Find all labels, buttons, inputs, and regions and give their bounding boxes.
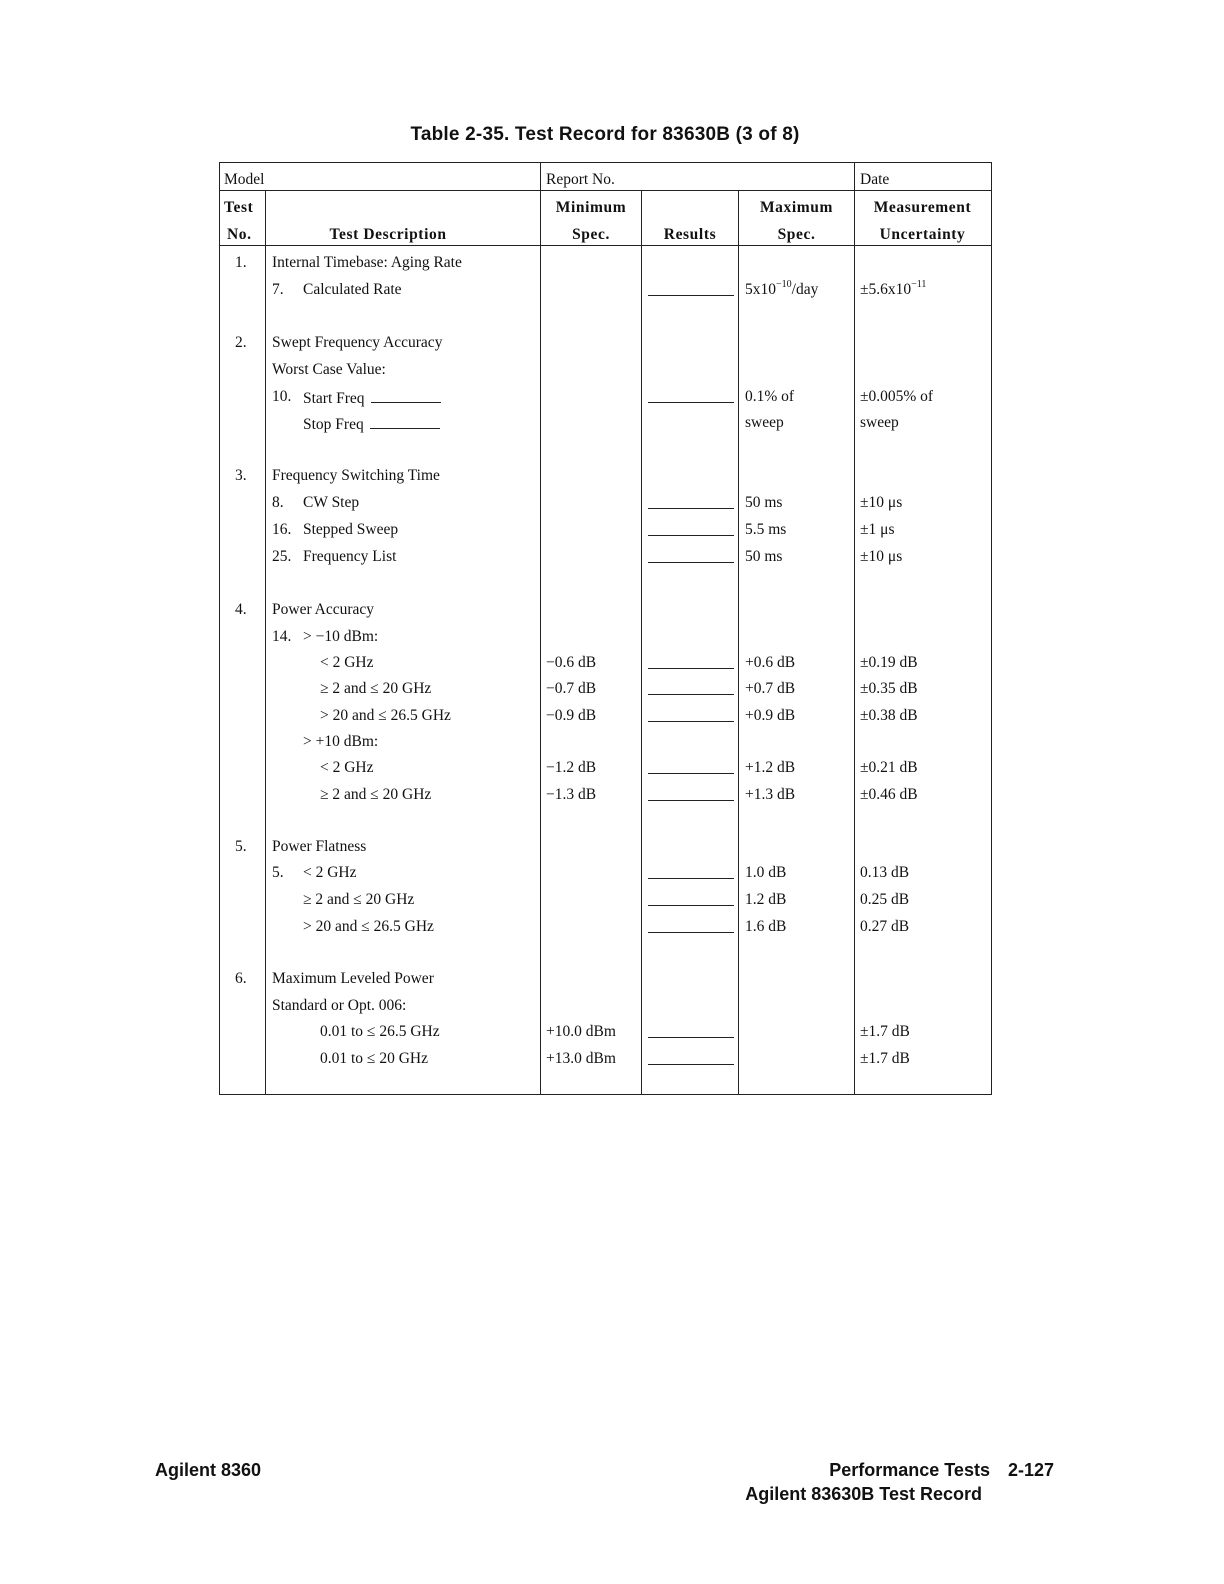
test-4-max-spec: +1.2 dB [745, 759, 796, 776]
col-header-min-spec-2: Spec. [572, 226, 610, 243]
test-3-step: 8. [272, 494, 284, 511]
test-3-max-spec: 5.5 ms [745, 521, 787, 538]
result-field[interactable] [648, 773, 734, 774]
test-1-uncertainty: $\pm 5.6x10^{-11}$ [860, 279, 927, 298]
test-6-sub: Standard or Opt. 006: [272, 997, 407, 1014]
test-2-number: 2. [235, 334, 247, 351]
test-5-step: 5. [272, 864, 284, 881]
footer-subsection: Agilent 83630B Test Record [745, 1484, 982, 1504]
test-5-uncertainty: 0.13 dB [860, 864, 910, 881]
test-3-step: 16. [272, 521, 292, 538]
header-bottom-rule [219, 245, 991, 246]
test-4-label: ≥ 2 and ≤ 20 GHz [320, 680, 432, 697]
header-divider [219, 190, 991, 191]
test-3-label: Frequency List [303, 548, 397, 565]
footer-product: Agilent 8360 [155, 1460, 262, 1480]
col-header-max-spec-2: Spec. [777, 226, 816, 243]
result-field[interactable] [648, 668, 734, 669]
test-4-max-spec: +0.9 dB [745, 707, 796, 724]
test-5-label: ≥ 2 and ≤ 20 GHz [303, 891, 415, 908]
col-divider-test-no [265, 190, 266, 1094]
test-6-uncertainty: ±1.7 dB [860, 1023, 910, 1040]
test-4-min-spec: −0.9 dB [546, 707, 597, 724]
result-field[interactable] [648, 1037, 734, 1038]
test-4-name: Power Accuracy [272, 601, 374, 618]
start-freq-entry: Start Freq [303, 388, 441, 408]
test-5-label: < 2 GHz [303, 864, 357, 881]
test-1-max-spec: $5x10^{-10}$/day [745, 279, 819, 298]
test-3-step: 25. [272, 548, 292, 565]
test-4-min-spec: −1.2 dB [546, 759, 597, 776]
test-2-worst-case: Worst Case Value: [272, 361, 386, 378]
test-4-min-spec: −0.7 dB [546, 680, 597, 697]
test-4-min-spec: −0.6 dB [546, 654, 597, 671]
col-divider-description [540, 162, 541, 1094]
model-label: Model [224, 171, 265, 188]
test-4-uncertainty: ±0.46 dB [860, 786, 918, 803]
test-2-max-spec-2: sweep [745, 414, 784, 431]
col-header-uncertainty-2: Uncertainty [879, 226, 966, 243]
test-4-max-spec: +0.7 dB [745, 680, 796, 697]
test-6-uncertainty: ±1.7 dB [860, 1050, 910, 1067]
test-3-label: Stepped Sweep [303, 521, 399, 538]
result-field[interactable] [648, 878, 734, 879]
test-2-max-spec: 0.1% of [745, 388, 795, 405]
test-2-name: Swept Frequency Accuracy [272, 334, 443, 351]
test-3-max-spec: 50 ms [745, 548, 783, 565]
result-field[interactable] [648, 694, 734, 695]
test-6-min-spec: +13.0 dBm [546, 1050, 616, 1067]
test-4-step: 14. [272, 628, 292, 645]
report-no-label: Report No. [546, 171, 615, 188]
date-label: Date [860, 171, 890, 188]
test-6-label: 0.01 to ≤ 26.5 GHz [320, 1023, 440, 1040]
test-1-step-label: Calculated Rate [303, 281, 402, 298]
col-header-description: Test Description [329, 226, 447, 243]
test-1-step: 7. [272, 281, 284, 298]
test-5-name: Power Flatness [272, 838, 367, 855]
test-2-step: 10. [272, 388, 292, 405]
test-6-number: 6. [235, 970, 247, 987]
test-3-name: Frequency Switching Time [272, 467, 440, 484]
col-divider-results [738, 190, 739, 1094]
col-divider-max-spec [854, 162, 855, 1094]
test-4-label: > 20 and ≤ 26.5 GHz [320, 707, 451, 724]
test-4-number: 4. [235, 601, 247, 618]
test-4-uncertainty: ±0.38 dB [860, 707, 918, 724]
footer-section: Performance Tests 2-127 [829, 1460, 1054, 1480]
test-5-max-spec: 1.2 dB [745, 891, 787, 908]
col-header-results: Results [663, 226, 717, 243]
test-5-uncertainty: 0.27 dB [860, 918, 910, 935]
result-field[interactable] [648, 508, 734, 509]
test-4-label: ≥ 2 and ≤ 20 GHz [320, 786, 432, 803]
col-header-min-spec: Minimum [555, 199, 627, 216]
result-field[interactable] [648, 932, 734, 933]
result-field[interactable] [648, 295, 734, 296]
test-4-min-spec: −1.3 dB [546, 786, 597, 803]
test-1-name: Internal Timebase: Aging Rate [272, 254, 462, 271]
test-4-max-spec: +1.3 dB [745, 786, 796, 803]
result-field[interactable] [648, 402, 734, 403]
col-divider-min-spec [641, 190, 642, 1094]
test-4-label: < 2 GHz [320, 759, 374, 776]
test-4-group-1: > −10 dBm: [303, 628, 379, 645]
test-4-uncertainty: ±0.35 dB [860, 680, 918, 697]
test-3-uncertainty: ±10 μs [860, 494, 903, 511]
test-2-uncertainty: ±0.005% of [860, 388, 934, 405]
test-2-uncertainty-2: sweep [860, 414, 899, 431]
test-6-min-spec: +10.0 dBm [546, 1023, 616, 1040]
col-header-test-no-2: No. [227, 226, 252, 243]
test-4-label: < 2 GHz [320, 654, 374, 671]
result-field[interactable] [648, 1064, 734, 1065]
result-field[interactable] [648, 905, 734, 906]
result-field[interactable] [648, 562, 734, 563]
page-number: 2-127 [1007, 1460, 1054, 1480]
test-4-max-spec: +0.6 dB [745, 654, 796, 671]
stop-freq-entry: Stop Freq [303, 414, 440, 434]
result-field[interactable] [648, 721, 734, 722]
test-4-uncertainty: ±0.19 dB [860, 654, 918, 671]
test-5-max-spec: 1.6 dB [745, 918, 787, 935]
test-5-label: > 20 and ≤ 26.5 GHz [303, 918, 434, 935]
test-3-uncertainty: ±1 μs [860, 521, 895, 538]
test-4-uncertainty: ±0.21 dB [860, 759, 918, 776]
test-3-max-spec: 50 ms [745, 494, 783, 511]
test-3-number: 3. [235, 467, 247, 484]
test-6-label: 0.01 to ≤ 20 GHz [320, 1050, 428, 1067]
test-5-uncertainty: 0.25 dB [860, 891, 910, 908]
test-5-max-spec: 1.0 dB [745, 864, 787, 881]
test-3-uncertainty: ±10 μs [860, 548, 903, 565]
col-header-max-spec: Maximum [759, 199, 834, 216]
stop-freq-blank[interactable] [370, 414, 440, 429]
test-6-name: Maximum Leveled Power [272, 970, 434, 987]
start-freq-blank[interactable] [371, 388, 441, 403]
col-header-test-no: Test [224, 199, 254, 216]
result-field[interactable] [648, 535, 734, 536]
col-header-uncertainty: Measurement [873, 199, 972, 216]
test-1-number: 1. [235, 254, 247, 271]
table-title: Table 2-35. Test Record for 83630B (3 of 8) [410, 124, 800, 145]
test-4-group-2: > +10 dBm: [303, 733, 379, 750]
result-field[interactable] [648, 800, 734, 801]
test-5-number: 5. [235, 838, 247, 855]
test-3-label: CW Step [303, 494, 360, 511]
